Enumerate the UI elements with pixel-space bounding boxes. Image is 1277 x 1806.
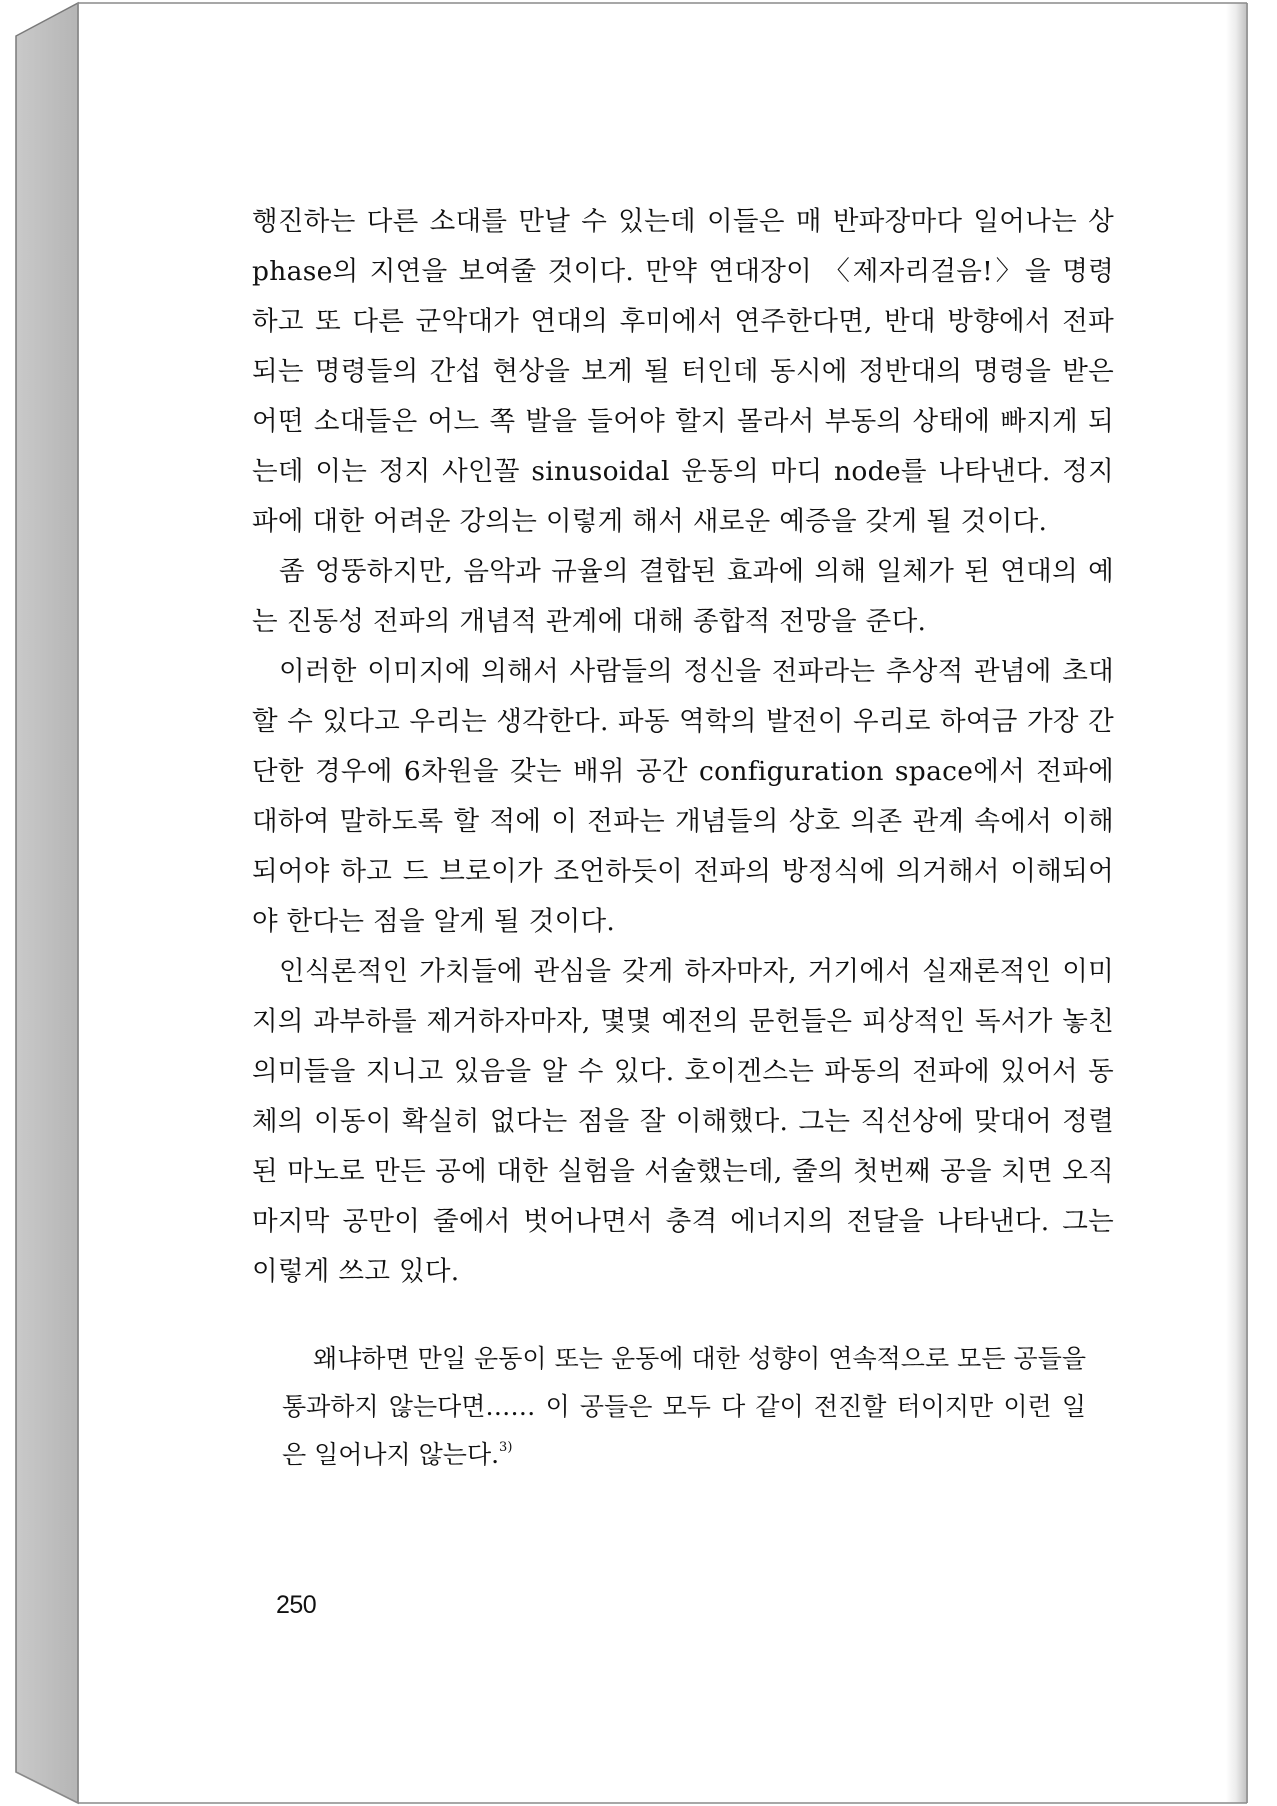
page-right-shadow — [1226, 3, 1248, 1803]
paragraph-1: 행진하는 다른 소대를 만날 수 있는데 이들은 매 반파장마다 일어나는 상 phase의 지연을 보여줄 것이다. 만약 연대장이 〈제자리걸음!〉을 명령하고 또 다른 군악대가 연대의 후미에서 연주한다면, 반대 방향에서 전파되는 명령들의 간섭 현상을 보게 될 터인데 동시에 정반대의 명령을 받은 어떤 소대들은 어느 쪽 발을 들어야 할지 몰라서 부동의 상태에 빠지게 되는데 이는 정지 사인꼴 sinusoidal 운동의 마디 node를 나타낸다. 정지파에 대한 어려운 강의는 이렇게 해서 새로운 예증을 갖게 될 것이다. — [252, 206, 1114, 537]
block-quote — [282, 1335, 1086, 1479]
footnote-reference: 3) — [499, 1440, 513, 1455]
paragraph-4: 인식론적인 가치들에 관심을 갖게 하자마자, 거기에서 실재론적인 이미지의 과부하를 제거하자마자, 몇몇 예전의 문헌들은 피상적인 독서가 놓친 의미들을 지니고 있음을 알 수 있다. 호이겐스는 파동의 전파에 있어서 동체의 이동이 확실히 없다는 점을 잘 이해했다. 그는 직선상에 맞대어 정렬된 마노로 만든 공에 대한 실험을 서술했는데, 줄의 첫번째 공을 치면 오직 마지막 공만이 줄에서 벗어나면서 충격 에너지의 전달을 나타낸다. 그는 이렇게 쓰고 있다. — [252, 956, 1114, 1287]
book-spine — [16, 3, 78, 1803]
paragraph-2: 좀 엉뚱하지만, 음악과 규율의 결합된 효과에 의해 일체가 된 연대의 예는 진동성 전파의 개념적 관계에 대해 종합적 전망을 준다. — [252, 556, 1114, 637]
page-number: 250 — [276, 1591, 317, 1619]
page-body — [252, 197, 1114, 1504]
paragraph-3: 이러한 이미지에 의해서 사람들의 정신을 전파라는 추상적 관념에 초대할 수 있다고 우리는 생각한다. 파동 역학의 발전이 우리로 하여금 가장 간단한 경우에 6차원을 갖는 배위 공간 configuration space에서 전파에 대하여 말하도록 할 적에 이 전파는 개념들의 상호 의존 관계 속에서 이해되어야 하고 드 브로이가 조언하듯이 전파의 방정식에 의거해서 이해되어야 한다는 점을 알게 될 것이다. — [252, 656, 1114, 937]
block-quote-text: 왜냐하면 만일 운동이 또는 운동에 대한 성향이 연속적으로 모든 공들을 통과하지 않는다면…… 이 공들은 모두 다 같이 전진할 터이지만 이런 일은 일어나지 않는다. — [282, 1344, 1086, 1469]
